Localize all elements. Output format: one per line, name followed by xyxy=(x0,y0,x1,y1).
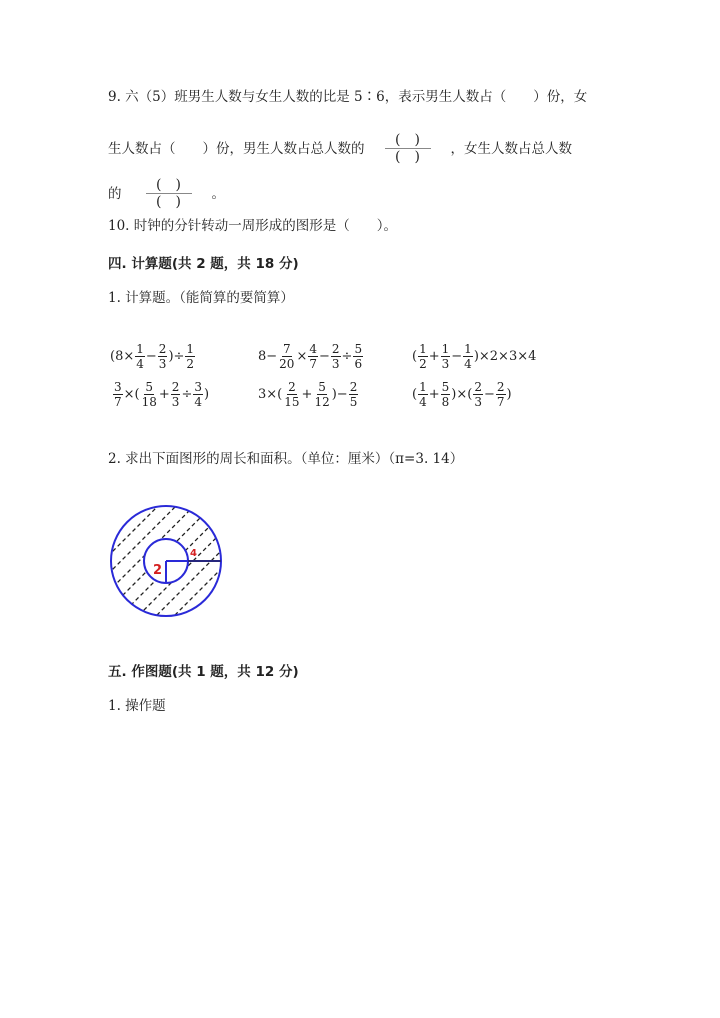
fraction xyxy=(496,380,506,409)
expr-text: ×( xyxy=(123,387,140,402)
blank-numerator: ( ) xyxy=(385,132,431,149)
denominator: 8 xyxy=(441,395,450,409)
denominator: 6 xyxy=(354,357,363,371)
numerator: 5 xyxy=(354,342,363,356)
draw-prompt: 1. 操作题 xyxy=(108,698,166,714)
expression-6 xyxy=(412,380,512,409)
fraction xyxy=(278,342,295,371)
numerator: 4 xyxy=(309,342,317,356)
numerator: 1 xyxy=(186,342,195,356)
denominator: 4 xyxy=(194,395,202,409)
operator: − xyxy=(483,387,495,402)
numerator: 2 xyxy=(349,380,358,394)
operator: − xyxy=(145,349,157,364)
numerator: 1 xyxy=(136,342,144,356)
q2-text: 2. 求出下面图形的周长和面积。（单位：厘米）（π=3. 14） xyxy=(108,451,464,467)
numerator: 1 xyxy=(419,342,427,356)
denominator: 4 xyxy=(419,395,427,409)
q9-line1: 9. 六（5）班男生人数与女生人数的比是 5∶6，表示男生人数占（ ）份，女 xyxy=(108,89,588,105)
denominator: 4 xyxy=(464,357,472,371)
numerator: 2 xyxy=(171,380,180,394)
denominator: 7 xyxy=(496,395,505,409)
fraction xyxy=(313,380,330,409)
fraction xyxy=(441,380,451,409)
ring-figure xyxy=(108,500,230,622)
expr-text: (8× xyxy=(110,349,135,364)
fraction xyxy=(418,342,428,371)
numerator: 3 xyxy=(194,380,202,394)
denominator: 4 xyxy=(136,357,144,371)
q9-line3-text-a: 的 xyxy=(108,185,122,202)
operator: − xyxy=(319,349,330,364)
denominator: 15 xyxy=(284,395,300,409)
fraction xyxy=(473,380,483,409)
section4-title: 四. 计算题(共 2 题，共 18 分) xyxy=(108,256,299,272)
operator: ÷ xyxy=(341,349,353,364)
fraction xyxy=(171,380,181,409)
operator: + xyxy=(428,387,440,402)
denominator: 12 xyxy=(314,395,330,409)
denominator: 3 xyxy=(158,357,167,371)
numerator: 2 xyxy=(288,380,296,394)
fraction xyxy=(353,342,363,371)
q9-line2-text-a: 生人数占（ ）份，男生人数占总人数的 xyxy=(108,140,365,157)
numerator: 5 xyxy=(145,380,154,394)
expr-text: ) xyxy=(203,387,210,402)
q9-line2-text-b: ，女生人数占总人数 xyxy=(450,140,572,157)
fraction xyxy=(135,342,145,371)
section5-title: 五. 作图题(共 1 题，共 12 分) xyxy=(108,664,299,680)
fraction xyxy=(463,342,473,371)
expr-text: )− xyxy=(331,387,348,402)
denominator: 2 xyxy=(419,357,427,371)
expr-text: 3×( xyxy=(258,387,283,402)
denominator: 18 xyxy=(141,395,157,409)
q10-text: 10. 时钟的分针转动一周形成的图形是（ ）。 xyxy=(108,218,398,234)
fraction xyxy=(349,380,359,409)
denominator: 7 xyxy=(309,357,317,371)
denominator: 3 xyxy=(441,357,450,371)
expression-2 xyxy=(258,342,364,371)
fraction xyxy=(141,380,158,409)
expr-text: ) xyxy=(506,387,512,402)
fraction xyxy=(441,342,451,371)
numerator: 1 xyxy=(419,380,427,394)
expr-text: ( xyxy=(412,349,418,364)
denominator: 5 xyxy=(349,395,358,409)
q9-line3 xyxy=(108,177,225,210)
operator: × xyxy=(296,349,308,364)
numerator: 5 xyxy=(441,380,450,394)
expr-text: )÷ xyxy=(168,349,185,364)
expr-text: )×2×3×4 xyxy=(473,349,537,364)
denominator: 7 xyxy=(114,395,122,409)
q9-line3-text-b: 。 xyxy=(211,185,225,202)
numerator: 1 xyxy=(441,342,450,356)
label-4: 4 xyxy=(190,548,197,559)
q9-line2 xyxy=(108,132,572,165)
fraction xyxy=(185,342,195,371)
numerator: 2 xyxy=(474,380,482,394)
denominator: 2 xyxy=(186,357,195,371)
fraction xyxy=(418,380,428,409)
fraction xyxy=(331,342,341,371)
numerator: 2 xyxy=(158,342,167,356)
fraction xyxy=(283,380,300,409)
denominator: 20 xyxy=(279,357,295,371)
calc-prompt: 1. 计算题。（能简算的要简算） xyxy=(108,290,294,306)
expression-5 xyxy=(258,380,359,409)
denominator: 3 xyxy=(474,395,482,409)
numerator: 3 xyxy=(114,380,122,394)
expr-text: ( xyxy=(412,387,418,402)
expr-text: 8− xyxy=(258,349,278,364)
operator: + xyxy=(301,387,313,402)
denominator: 3 xyxy=(331,357,340,371)
blank-numerator: ( ) xyxy=(146,177,192,194)
operator: ÷ xyxy=(181,387,193,402)
label-2: 2 xyxy=(153,563,163,578)
fraction xyxy=(158,342,168,371)
numerator: 2 xyxy=(496,380,505,394)
numerator: 5 xyxy=(318,380,326,394)
expr-text: )×( xyxy=(451,387,473,402)
numerator: 2 xyxy=(331,342,340,356)
operator: + xyxy=(158,387,170,402)
fraction xyxy=(308,342,318,371)
numerator: 7 xyxy=(282,342,291,356)
expression-3 xyxy=(412,342,536,371)
numerator: 1 xyxy=(464,342,472,356)
expression-1 xyxy=(110,342,196,371)
blank-denominator: ( ) xyxy=(156,194,181,210)
expression-4 xyxy=(112,380,209,409)
operator: + xyxy=(428,349,440,364)
q9-fraction-blank-1 xyxy=(385,132,431,165)
q9-fraction-blank-2 xyxy=(146,177,192,210)
blank-denominator: ( ) xyxy=(395,149,420,165)
fraction xyxy=(193,380,203,409)
operator: − xyxy=(451,349,463,364)
fraction xyxy=(113,380,123,409)
denominator: 3 xyxy=(171,395,180,409)
